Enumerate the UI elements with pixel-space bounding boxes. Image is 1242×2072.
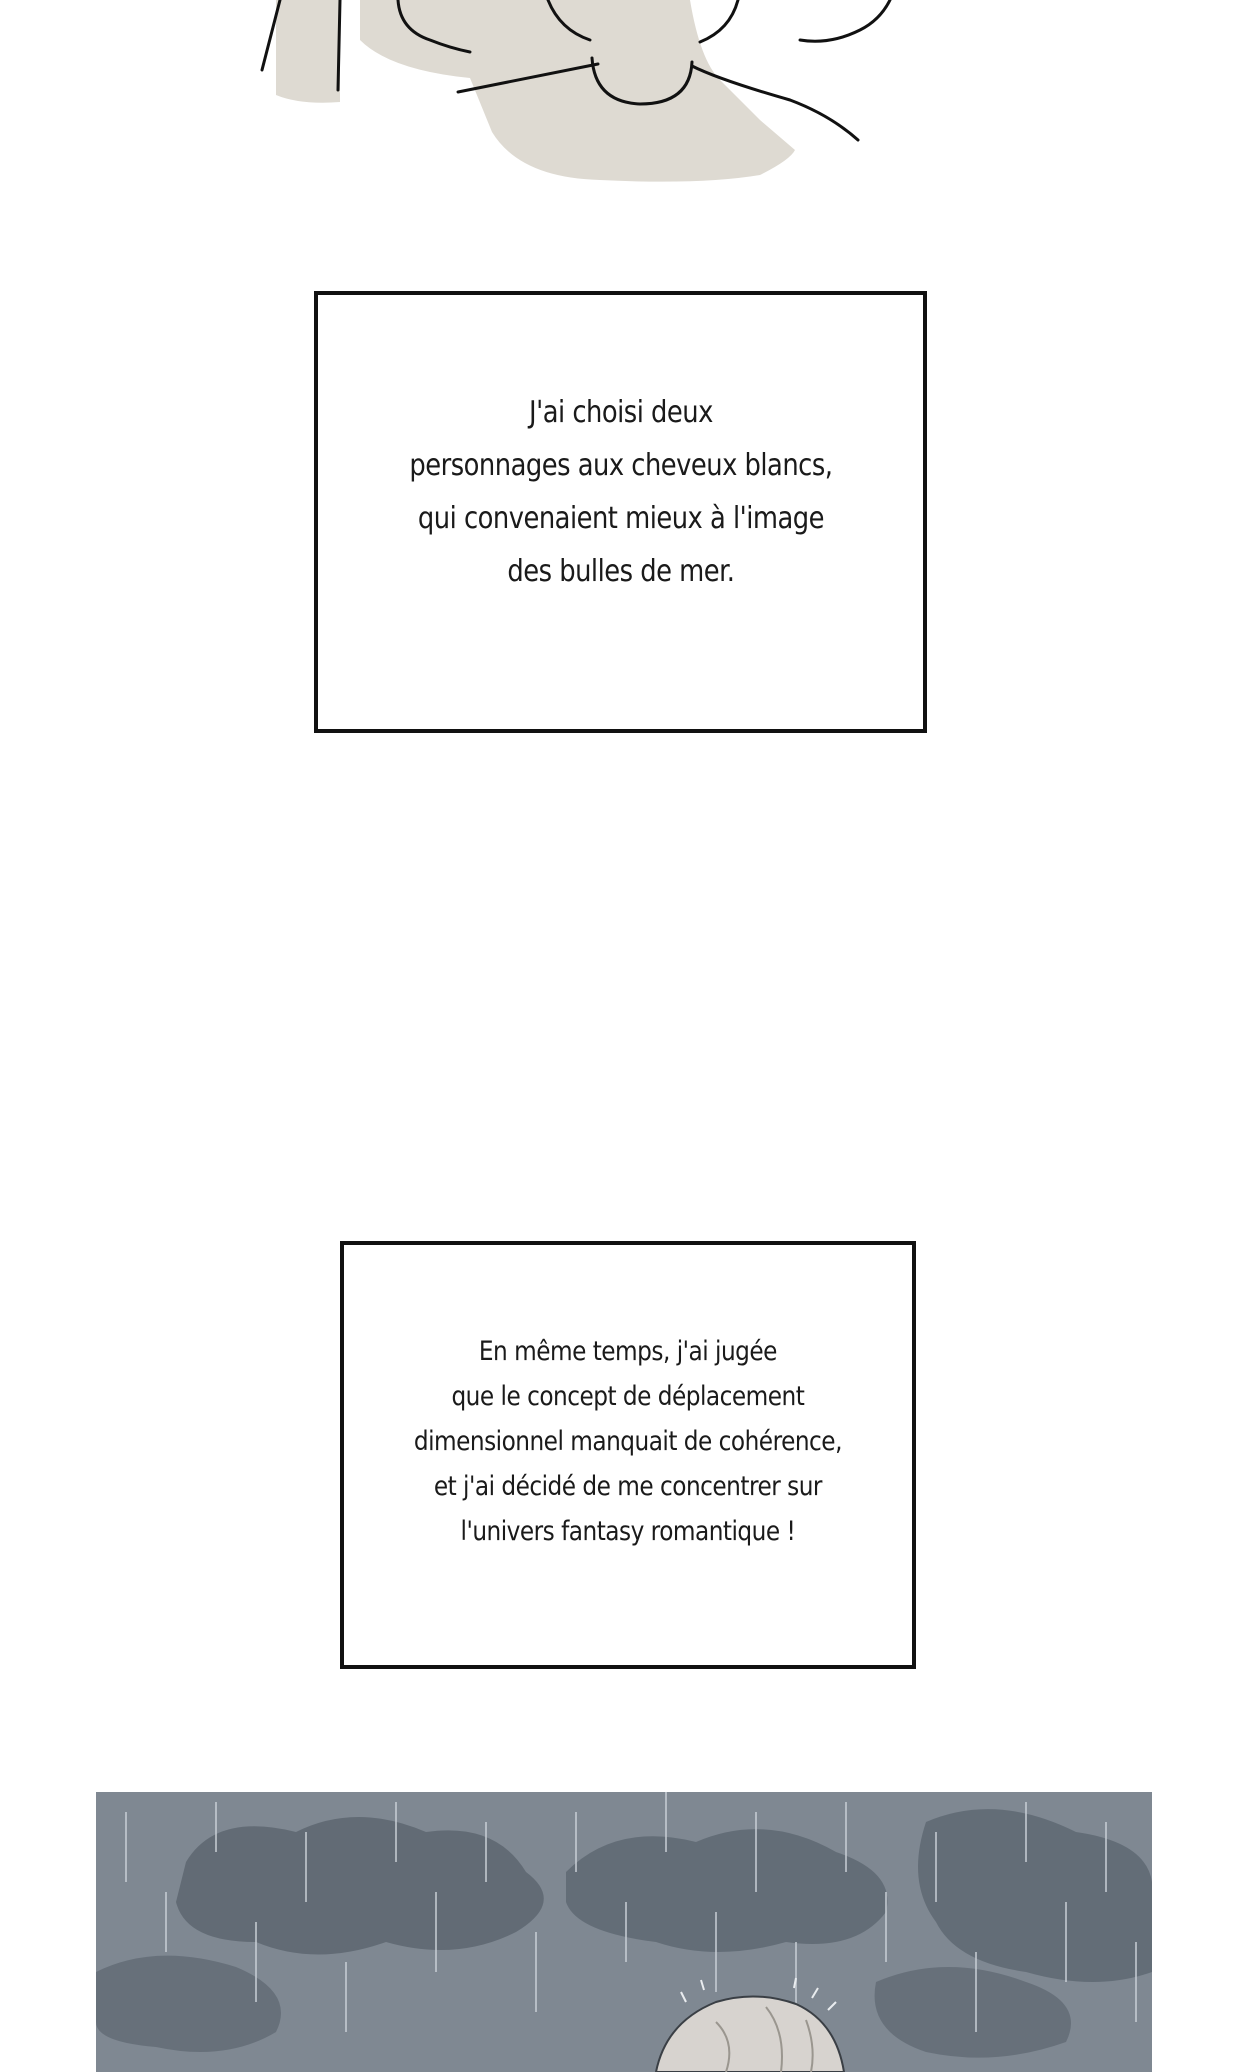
caption-line: l'univers fantasy romantique ! (460, 1515, 796, 1547)
caption-line: dimensionnel manquait de cohérence, (413, 1425, 843, 1457)
sleeve-line-inner (338, 0, 340, 90)
hair-curl-right (800, 0, 890, 41)
caption-line: et j'ai décidé de me concentrer sur (433, 1470, 823, 1502)
caption-line: qui convenaient mieux à l'image (417, 501, 824, 536)
caption-box-1 (314, 291, 927, 733)
caption-line: En même temps, j'ai jugée (478, 1335, 778, 1367)
rain-illustration-panel (96, 1792, 1152, 2072)
caption-line: personnages aux cheveux blancs, (408, 448, 833, 483)
caption-text-2 (414, 1329, 842, 1554)
face-edge-right (700, 0, 738, 42)
body-fill (360, 0, 795, 182)
caption-line: que le concept de déplacement (451, 1380, 805, 1412)
caption-text-1 (409, 386, 832, 598)
top-illustration-fragment (0, 0, 1242, 200)
shoulder-fill-left (276, 0, 340, 103)
caption-line: J'ai choisi deux (528, 395, 713, 430)
caption-box-2 (340, 1241, 916, 1669)
caption-line: des bulles de mer. (506, 554, 735, 589)
